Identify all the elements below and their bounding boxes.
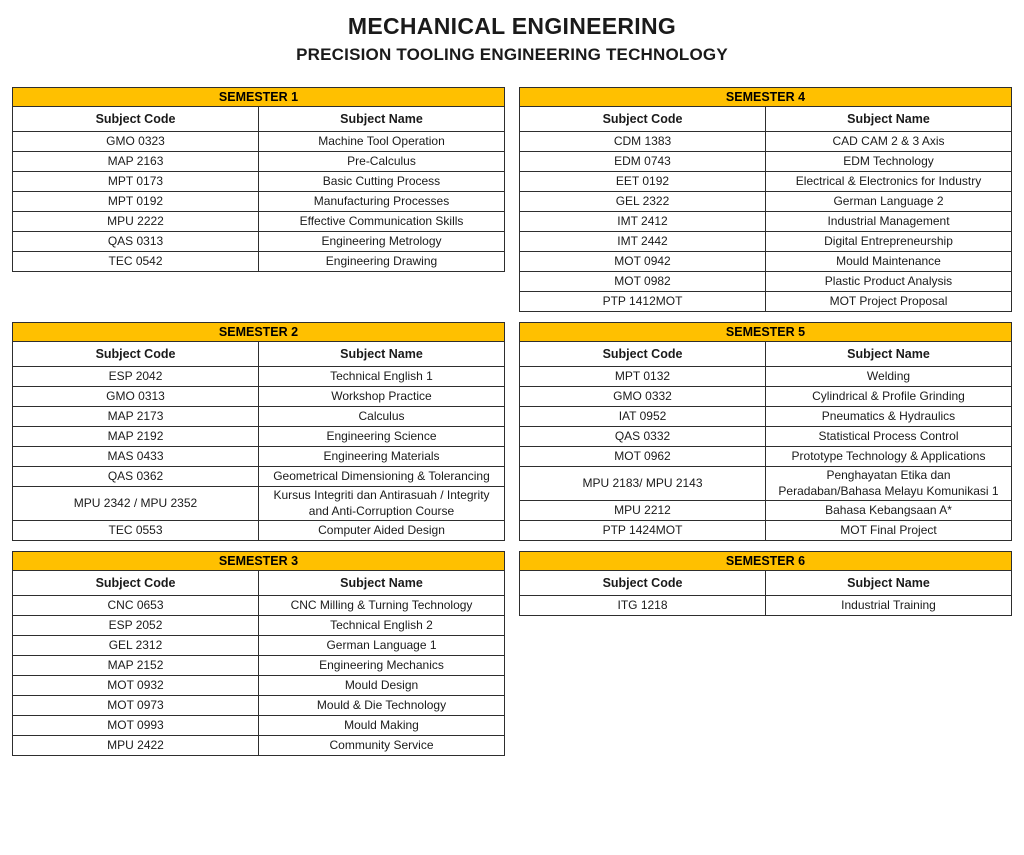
- table-row: [13, 366, 505, 386]
- subject-code-cell: MAP 2192: [13, 426, 259, 446]
- subject-name-cell: MOT Final Project: [766, 521, 1012, 541]
- subject-code-cell: MAS 0433: [13, 446, 259, 466]
- semester-title: SEMESTER 1: [13, 87, 505, 106]
- column-header-subject-name: Subject Name: [766, 571, 1012, 596]
- subject-code-cell: MAP 2173: [13, 406, 259, 426]
- subject-name-cell: MOT Project Proposal: [766, 291, 1012, 311]
- table-row: [520, 386, 1012, 406]
- table-row: [520, 291, 1012, 311]
- table-row: [13, 521, 505, 541]
- table-row: [13, 426, 505, 446]
- subject-code-cell: GMO 0313: [13, 386, 259, 406]
- subject-name-cell: Manufacturing Processes: [259, 191, 505, 211]
- semester-table-6: [519, 551, 1012, 616]
- subject-name-cell: Technical English 2: [259, 616, 505, 636]
- table-row: [13, 171, 505, 191]
- subject-code-cell: MOT 0982: [520, 271, 766, 291]
- subject-code-cell: GMO 0332: [520, 386, 766, 406]
- subject-name-cell: Geometrical Dimensioning & Tolerancing: [259, 466, 505, 486]
- column-header-subject-code: Subject Code: [13, 571, 259, 596]
- page-title: MECHANICAL ENGINEERING: [347, 13, 677, 39]
- subject-code-cell: MPU 2422: [13, 736, 259, 756]
- subject-name-cell: German Language 2: [766, 191, 1012, 211]
- semester-table-1: [12, 87, 505, 272]
- table-row: [520, 426, 1012, 446]
- subject-name-cell: Cylindrical & Profile Grinding: [766, 386, 1012, 406]
- subject-name-cell: CNC Milling & Turning Technology: [259, 596, 505, 616]
- subject-code-cell: PTP 1412MOT: [520, 291, 766, 311]
- subject-name-cell: Industrial Training: [766, 596, 1012, 616]
- semester-table-5: [519, 322, 1012, 541]
- subject-name-cell: Industrial Management: [766, 211, 1012, 231]
- subject-code-cell: IMT 2442: [520, 231, 766, 251]
- table-row: [520, 231, 1012, 251]
- table-row: [13, 386, 505, 406]
- column-header-subject-code: Subject Code: [520, 571, 766, 596]
- subject-code-cell: TEC 0553: [13, 521, 259, 541]
- semester-title: SEMESTER 6: [520, 552, 1012, 571]
- subject-name-cell: Statistical Process Control: [766, 426, 1012, 446]
- subject-code-cell: GMO 0323: [13, 131, 259, 151]
- subject-name-cell: Technical English 1: [259, 366, 505, 386]
- subject-code-cell: QAS 0332: [520, 426, 766, 446]
- table-row: [520, 171, 1012, 191]
- column-header-subject-code: Subject Code: [13, 106, 259, 131]
- column-header-subject-name: Subject Name: [259, 341, 505, 366]
- table-row: [520, 211, 1012, 231]
- subject-code-cell: IAT 0952: [520, 406, 766, 426]
- subject-code-cell: CNC 0653: [13, 596, 259, 616]
- semester-table-2: [12, 322, 505, 541]
- subject-code-cell: TEC 0542: [13, 251, 259, 271]
- table-row: [520, 191, 1012, 211]
- table-row: [520, 271, 1012, 291]
- subject-code-cell: MOT 0962: [520, 446, 766, 466]
- subject-name-cell: Plastic Product Analysis: [766, 271, 1012, 291]
- table-row: [13, 191, 505, 211]
- table-row: [520, 151, 1012, 171]
- column-header-subject-code: Subject Code: [520, 106, 766, 131]
- table-row: [13, 131, 505, 151]
- semester-title: SEMESTER 5: [520, 322, 1012, 341]
- subject-code-cell: GEL 2322: [520, 191, 766, 211]
- subject-code-cell: ESP 2042: [13, 366, 259, 386]
- table-row: [13, 656, 505, 676]
- table-row: [13, 636, 505, 656]
- subject-name-cell: German Language 1: [259, 636, 505, 656]
- subject-name-cell: Machine Tool Operation: [259, 131, 505, 151]
- subject-code-cell: MPT 0132: [520, 366, 766, 386]
- table-row: [13, 716, 505, 736]
- table-row: [520, 131, 1012, 151]
- table-row: [13, 486, 505, 520]
- subject-code-cell: MOT 0942: [520, 251, 766, 271]
- subject-code-cell: MPU 2342 / MPU 2352: [13, 486, 259, 520]
- semester-title: SEMESTER 3: [13, 552, 505, 571]
- table-row: [13, 596, 505, 616]
- table-row: [13, 676, 505, 696]
- subject-name-cell: Engineering Materials: [259, 446, 505, 466]
- subject-code-cell: IMT 2412: [520, 211, 766, 231]
- subject-code-cell: CDM 1383: [520, 131, 766, 151]
- subject-code-cell: MPT 0192: [13, 191, 259, 211]
- table-row: [520, 251, 1012, 271]
- subject-name-cell: Bahasa Kebangsaan A*: [766, 501, 1012, 521]
- table-row: [13, 406, 505, 426]
- page-subtitle: PRECISION TOOLING ENGINEERING TECHNOLOGY: [296, 44, 728, 64]
- table-row: [520, 446, 1012, 466]
- subject-name-cell: Kursus Integriti dan Antirasuah / Integrity and Anti-Corruption Course: [259, 486, 505, 520]
- subject-code-cell: MPU 2222: [13, 211, 259, 231]
- subject-name-cell: CAD CAM 2 & 3 Axis: [766, 131, 1012, 151]
- subject-code-cell: MPU 2183/ MPU 2143: [520, 466, 766, 500]
- subject-name-cell: Calculus: [259, 406, 505, 426]
- subject-name-cell: Engineering Drawing: [259, 251, 505, 271]
- column-header-subject-name: Subject Name: [259, 106, 505, 131]
- subject-code-cell: MPU 2212: [520, 501, 766, 521]
- subject-code-cell: MAP 2163: [13, 151, 259, 171]
- subject-name-cell: Community Service: [259, 736, 505, 756]
- subject-name-cell: Penghayatan Etika dan Peradaban/Bahasa Melayu Komunikasi 1: [766, 466, 1012, 500]
- table-row: [13, 616, 505, 636]
- subject-code-cell: MAP 2152: [13, 656, 259, 676]
- subject-name-cell: Effective Communication Skills: [259, 211, 505, 231]
- semester-title: SEMESTER 4: [520, 87, 1012, 106]
- table-row: [13, 736, 505, 756]
- subject-name-cell: Pre-Calculus: [259, 151, 505, 171]
- subject-code-cell: MPT 0173: [13, 171, 259, 191]
- semester-table-3: [12, 551, 505, 756]
- table-row: [520, 596, 1012, 616]
- table-row: [13, 251, 505, 271]
- subject-name-cell: Basic Cutting Process: [259, 171, 505, 191]
- subject-code-cell: EDM 0743: [520, 151, 766, 171]
- table-row: [520, 501, 1012, 521]
- subject-code-cell: MOT 0973: [13, 696, 259, 716]
- subject-name-cell: Mould Maintenance: [766, 251, 1012, 271]
- column-header-subject-name: Subject Name: [259, 571, 505, 596]
- table-row: [520, 521, 1012, 541]
- table-row: [13, 466, 505, 486]
- semester-table-4: [519, 87, 1012, 312]
- table-row: [13, 211, 505, 231]
- column-header-subject-name: Subject Name: [766, 106, 1012, 131]
- table-row: [13, 231, 505, 251]
- subject-code-cell: ITG 1218: [520, 596, 766, 616]
- subject-name-cell: Workshop Practice: [259, 386, 505, 406]
- subject-code-cell: MOT 0932: [13, 676, 259, 696]
- subject-code-cell: ESP 2052: [13, 616, 259, 636]
- curriculum-grid: [12, 87, 1012, 756]
- subject-name-cell: Engineering Science: [259, 426, 505, 446]
- semester-title: SEMESTER 2: [13, 322, 505, 341]
- table-row: [520, 466, 1012, 500]
- subject-name-cell: Prototype Technology & Applications: [766, 446, 1012, 466]
- table-row: [520, 366, 1012, 386]
- subject-name-cell: Engineering Mechanics: [259, 656, 505, 676]
- table-row: [13, 696, 505, 716]
- column-header-subject-code: Subject Code: [520, 341, 766, 366]
- page-header: [0, 0, 1024, 65]
- table-row: [13, 446, 505, 466]
- subject-code-cell: QAS 0362: [13, 466, 259, 486]
- subject-name-cell: Welding: [766, 366, 1012, 386]
- subject-code-cell: MOT 0993: [13, 716, 259, 736]
- subject-name-cell: Mould & Die Technology: [259, 696, 505, 716]
- table-row: [13, 151, 505, 171]
- subject-code-cell: GEL 2312: [13, 636, 259, 656]
- subject-code-cell: PTP 1424MOT: [520, 521, 766, 541]
- subject-code-cell: QAS 0313: [13, 231, 259, 251]
- subject-name-cell: Digital Entrepreneurship: [766, 231, 1012, 251]
- subject-name-cell: Computer Aided Design: [259, 521, 505, 541]
- subject-name-cell: Electrical & Electronics for Industry: [766, 171, 1012, 191]
- table-row: [520, 406, 1012, 426]
- subject-name-cell: Engineering Metrology: [259, 231, 505, 251]
- subject-name-cell: Pneumatics & Hydraulics: [766, 406, 1012, 426]
- subject-code-cell: EET 0192: [520, 171, 766, 191]
- column-header-subject-name: Subject Name: [766, 341, 1012, 366]
- subject-name-cell: EDM Technology: [766, 151, 1012, 171]
- subject-name-cell: Mould Making: [259, 716, 505, 736]
- column-header-subject-code: Subject Code: [13, 341, 259, 366]
- subject-name-cell: Mould Design: [259, 676, 505, 696]
